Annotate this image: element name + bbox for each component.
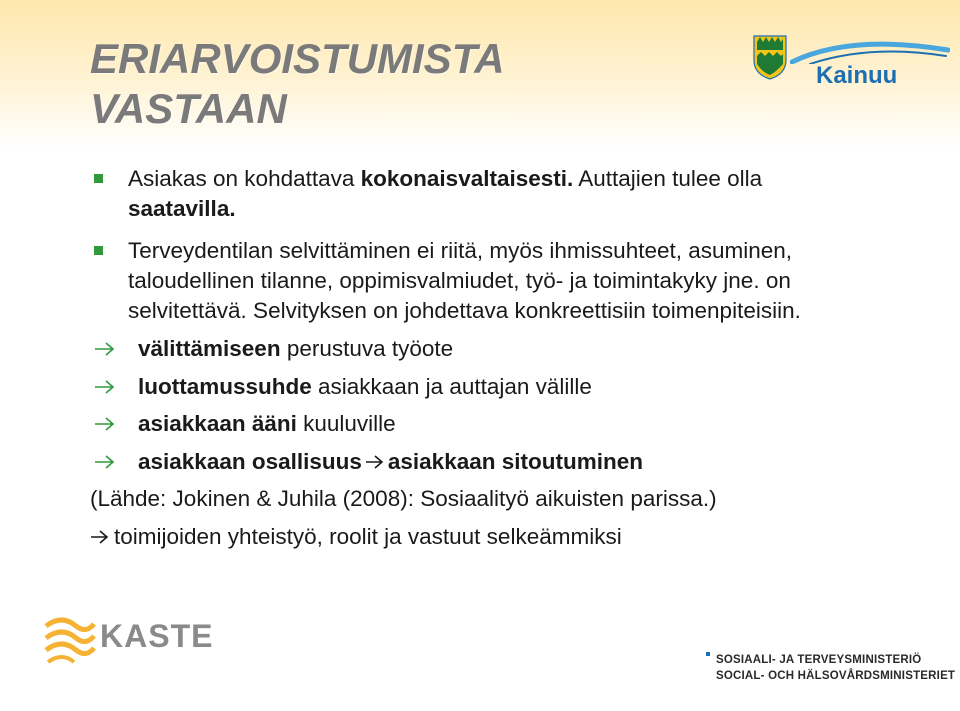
arrow-item-1-bold: välittämiseen	[138, 336, 281, 361]
header-band	[0, 0, 960, 148]
green-arrow-icon	[94, 341, 116, 357]
ministry-line-2: SOCIAL- OCH HÄLSOVÅRDSMINISTERIET	[716, 670, 956, 682]
bullet-1-pre: Asiakas on kohdattava	[128, 166, 361, 191]
bullet-item	[90, 164, 890, 224]
arrow-item-4-bold-2: asiakkaan sitoutuminen	[387, 448, 643, 474]
kaste-logo	[42, 612, 242, 668]
ministry-line-1: SOSIAALI- JA TERVEYSMINISTERIÖ	[716, 654, 922, 666]
green-square-bullet-icon	[94, 174, 103, 183]
arrow-list-item	[90, 447, 890, 477]
ministry-logo	[706, 652, 956, 684]
arrow-item-2-bold: luottamussuhde	[138, 373, 312, 399]
final-arrow-line	[90, 522, 890, 552]
black-arrow-icon	[90, 529, 110, 545]
bullet-item	[90, 236, 890, 326]
slide-title-line-1: ERIARVOISTUMISTA	[90, 35, 505, 82]
bullet-1-post: Auttajien tulee olla	[573, 166, 763, 191]
arrow-item-3-bold: asiakkaan ääni	[138, 411, 297, 436]
kainuu-swoosh-icon	[790, 40, 950, 64]
arrow-item-3-rest: kuuluville	[296, 411, 396, 436]
green-square-bullet-icon	[94, 246, 103, 255]
arrow-item-1-rest: perustuva työote	[280, 336, 454, 361]
final-line-text: toimijoiden yhteistyö, roolit ja vastuut selkeämmiksi	[114, 524, 622, 549]
kainuu-logo	[752, 34, 952, 94]
slide-content	[90, 164, 890, 552]
bullet-1-line-2: saatavilla.	[128, 196, 236, 221]
source-citation: (Lähde: Jokinen & Juhila (2008): Sosiaalityö aikuisten parissa.)	[90, 486, 717, 511]
arrow-list-item	[90, 409, 890, 439]
green-arrow-icon	[94, 416, 116, 432]
arrow-list-item	[90, 372, 890, 402]
bullet-2-text: Terveydentilan selvittäminen ei riitä, myös ihmissuhteet, asuminen, taloudellinen tilanne, oppimisvalmiudet, työ- ja toimintakyky jne. on selvitettävä. Selvityksen on johdettava konkreettisiin toimenpiteisiin.	[128, 238, 801, 323]
arrow-list	[90, 334, 890, 477]
green-arrow-icon	[94, 379, 116, 395]
arrow-item-4-bold: asiakkaan osallisuus	[138, 448, 362, 474]
black-arrow-icon	[365, 454, 385, 470]
green-arrow-icon	[94, 454, 116, 470]
kainuu-wordmark	[790, 40, 950, 88]
bullet-1-bold: kokonaisvaltaisesti.	[360, 166, 574, 191]
slide-title	[90, 34, 710, 134]
kainuu-logo-text: Kainuu	[816, 62, 898, 89]
slide-title-line-2: VASTAAN	[90, 85, 287, 132]
kaste-wave-icon	[42, 612, 98, 668]
ministry-dot-icon	[706, 652, 710, 656]
kaste-logo-text: KASTE	[100, 618, 214, 654]
kainuu-crest-icon	[752, 34, 788, 80]
arrow-list-item	[90, 334, 890, 364]
arrow-item-2-rest: asiakkaan ja auttajan välille	[311, 373, 592, 399]
